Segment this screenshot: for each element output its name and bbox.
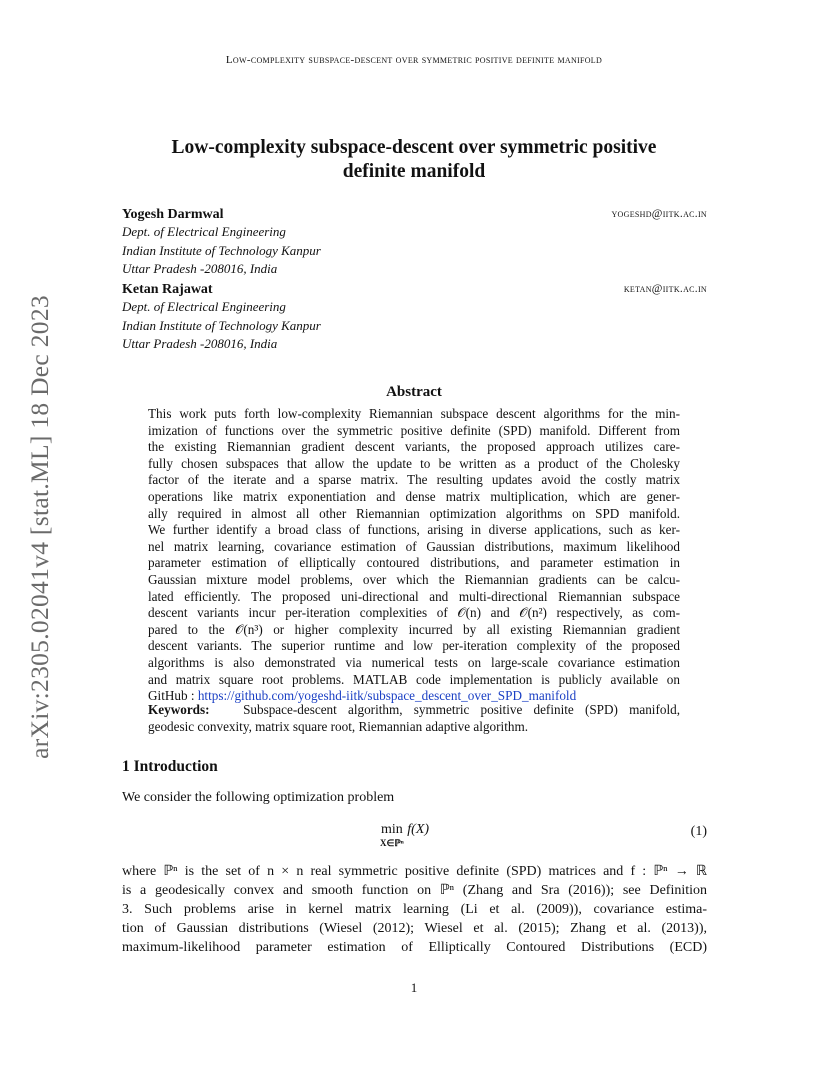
author-affiliation-line: Indian Institute of Technology Kanpur bbox=[122, 242, 321, 258]
section-heading: 1 Introduction bbox=[122, 758, 218, 775]
body-line: where ℙⁿ is the set of n × n real symmetric positive definite (SPD) matrices and f : ℙⁿ → ℝ bbox=[122, 864, 707, 879]
abstract-line: algorithms is also demonstrated via numerical tests on large-scale covariance estimation bbox=[148, 654, 680, 670]
abstract-line: and matrix square root problems. MATLAB code implementation is publicly available on bbox=[148, 671, 680, 687]
abstract-line: ally required in almost all other Riemannian optimization algorithms on SPD manifold. bbox=[148, 505, 680, 521]
author-name: Ketan Rajawat bbox=[122, 282, 213, 297]
paper-title bbox=[100, 136, 728, 184]
abstract-heading: Abstract bbox=[386, 384, 442, 400]
arxiv-stamp-container bbox=[0, 0, 70, 1072]
running-head: Low-complexity subspace-descent over symmetric positive definite manifold bbox=[225, 54, 603, 66]
abstract-line: imization of functions over the symmetric positive definite (SPD) manifold. Different from bbox=[148, 422, 680, 438]
author-affiliation-line: Uttar Pradesh -208016, India bbox=[122, 336, 278, 351]
title-line: definite manifold bbox=[342, 161, 486, 182]
author-affiliation-line: Dept. of Electrical Engineering bbox=[122, 299, 286, 314]
intro-sentence: We consider the following optimization problem bbox=[122, 790, 395, 805]
body-paragraph bbox=[122, 862, 707, 957]
abstract-line: pared to the 𝒪(n³) or higher complexity incurred by all existing Riemannian gradient bbox=[148, 621, 680, 637]
equation-expression: f(X) bbox=[407, 822, 430, 837]
equation-number: (1) bbox=[690, 824, 707, 839]
author-block bbox=[122, 281, 707, 354]
author-email: yogeshd@iitk.ac.in bbox=[611, 208, 707, 220]
abstract-line: fully chosen subspaces that allow the update to be written as a product of the Cholesky bbox=[148, 455, 680, 471]
abstract-line: nel matrix learning, covariance estimation of Gaussian distributions, maximum likelihood bbox=[148, 538, 680, 554]
arxiv-stamp: arXiv:2305.02041v4 [stat.ML] 18 Dec 2023 bbox=[25, 295, 54, 759]
body-line: maximum-likelihood parameter estimation of Elliptically Contoured Distributions (ECD) bbox=[122, 940, 707, 955]
keywords-line: geodesic convexity, matrix square root, Riemannian adaptive algorithm. bbox=[148, 718, 529, 734]
equation-min bbox=[380, 822, 404, 848]
body-line: tion of Gaussian distributions (Wiesel (2012); Wiesel et al. (2015); Zhang et al. (2013)), bbox=[122, 921, 707, 936]
github-link[interactable]: https://github.com/yogeshd-iitk/subspace_descent_over_SPD_manifold bbox=[197, 688, 577, 704]
abstract-line: We further identify a broad class of functions, arising in diverse applications, such as ker- bbox=[148, 522, 680, 538]
equation bbox=[380, 822, 429, 848]
page-number: 1 bbox=[410, 980, 418, 995]
abstract-line: descent variants incur per-iteration complexities of 𝒪(n) and 𝒪(n²) respectively, as com- bbox=[148, 605, 680, 621]
equation-subscript: X∈ℙⁿ bbox=[380, 838, 404, 848]
abstract-line: lated efficiently. The proposed uni-directional and multi-directional Riemannian subspace bbox=[148, 588, 680, 604]
abstract-line: Gaussian mixture model problems, over which the Riemannian gradients can be calcu- bbox=[148, 571, 680, 587]
abstract-line: This work puts forth low-complexity Riemannian subspace descent algorithms for the min- bbox=[148, 406, 680, 421]
author-affiliation-line: Uttar Pradesh -208016, India bbox=[122, 261, 278, 276]
keywords-label: Keywords: bbox=[148, 702, 210, 717]
github-prefix: GitHub : bbox=[148, 688, 198, 704]
body-line: is a geodesically convex and smooth function on ℙⁿ (Zhang and Sra (2016)); see Definition bbox=[122, 883, 707, 898]
abstract-line: factor of the iterate and a sparse matrix. The resulting updates avoid the costly matrix bbox=[148, 472, 680, 488]
equation-operator: min bbox=[381, 822, 403, 837]
abstract-line: operations like matrix exponentiation and dense matrix multiplication, which are gener- bbox=[148, 488, 680, 504]
keywords-line bbox=[148, 702, 680, 719]
author-affiliation-line: Indian Institute of Technology Kanpur bbox=[122, 317, 321, 333]
abstract-line: descent variants. The superior runtime and low per-iteration complexity of the proposed bbox=[148, 638, 680, 654]
author-email: ketan@iitk.ac.in bbox=[623, 283, 707, 295]
abstract-body bbox=[148, 406, 680, 705]
keywords-text: Subspace-descent algorithm, symmetric positive definite (SPD) manifold, bbox=[243, 702, 680, 717]
abstract-line: the existing Riemannian gradient descent variants, the proposed approach utilizes care- bbox=[148, 439, 680, 455]
body-line: 3. Such problems arise in kernel matrix learning (Li et al. (2009)), covariance estima- bbox=[122, 902, 707, 917]
keywords-block bbox=[148, 702, 680, 735]
author-block bbox=[122, 206, 707, 279]
author-affiliation-line: Dept. of Electrical Engineering bbox=[122, 224, 286, 239]
abstract-line: parameter estimation of elliptically contoured distributions, and parameter estimation in bbox=[148, 555, 680, 571]
author-name: Yogesh Darmwal bbox=[122, 207, 224, 222]
title-line: Low-complexity subspace-descent over symmetric positive bbox=[171, 137, 657, 158]
